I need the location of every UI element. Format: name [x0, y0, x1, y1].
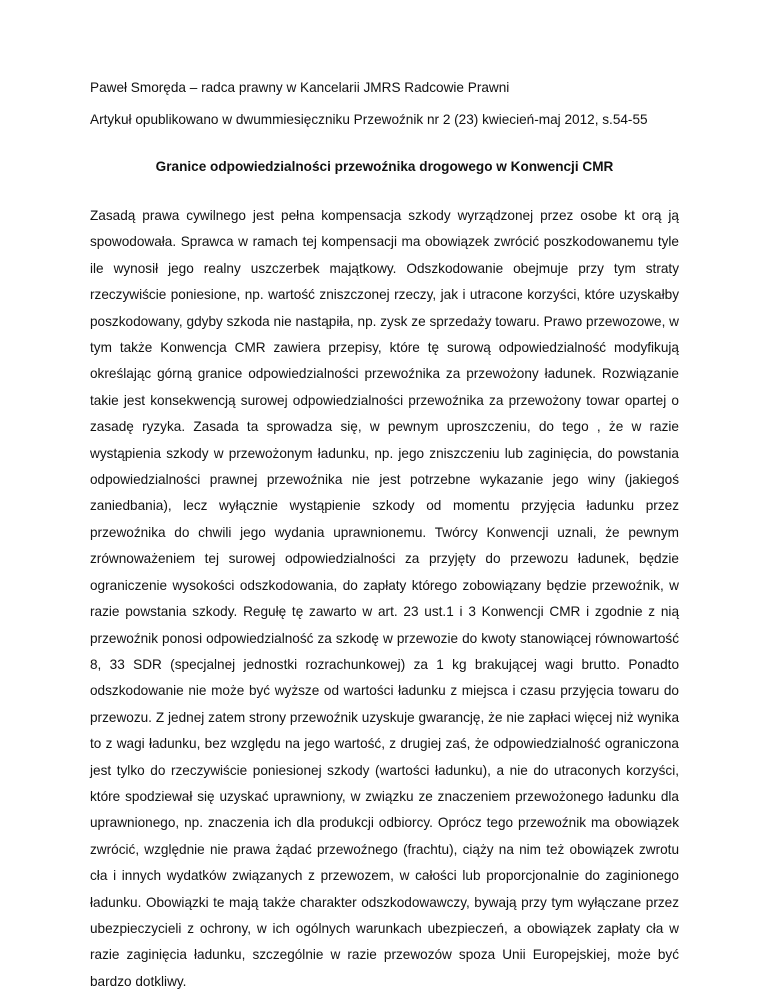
body-paragraph: Zasadą prawa cywilnego jest pełna kompensacja szkody wyrządzonej przez osobe kt orą ją spowodowała. Sprawca w ramach tej kompensacji ma obowiązek zwrócić poszkodowanemu tyle ile wynosił jego realny uszczerbek majątkowy. Odszkodowanie obejmuje przy tym straty rzeczywiście poniesione, np. wartość zniszczonej rzeczy, jak i utracone korzyści, które uzyskałby poszkodowany, gdyby szkoda nie nastąpiła, np. zysk ze sprzedaży towaru. Prawo przewozowe, w tym także Konwencja CMR zawiera przepisy, które tę surową odpowiedzialność modyfikują określając górną granice odpowiedzialności przewoźnika za przewożony ładunek. Rozwiązanie takie jest konsekwencją surowej odpowiedzialności przewoźnika za przewożony towar opartej o zasadę ryzyka. Zasada ta sprowadza się, w pewnym uproszczeniu, do tego , że w razie wystąpienia szkody w przewożonym ładunku, np. jego zniszczeniu lub zaginięcia, do powstania odpowiedzialności prawnej przewoźnika nie jest potrzebne wykazanie jego winy (jakiegoś zaniedbania), lecz wyłącznie wystąpienie szkody od momentu przyjęcia ładunku przez przewoźnika do chwili jego wydania uprawnionemu. Twórcy Konwencji uznali, że pewnym zrównoważeniem tej surowej odpowiedzialności za przyjęty do przewozu ładunek, będzie ograniczenie wysokości odszkodowania, do zapłaty którego zobowiązany będzie przewoźnik, w razie powstania szkody. Regułę tę zawarto w art. 23 ust.1 i 3 Konwencji CMR i zgodnie z nią przewoźnik ponosi odpowiedzialność za szkodę w przewozie do kwoty stanowiącej równowartość 8, 33 SDR (specjalnej jednostki rozrachunkowej) za 1 kg brakującej wagi brutto. Ponadto odszkodowanie nie może być wyższe od wartości ładunku z miejsca i czasu przyjęcia towaru do przewozu. Z jednej zatem strony przewoźnik uzyskuje gwarancję, że nie zapłaci więcej niż wynika to z wagi ładunku, bez względu na jego wartość, z drugiej zaś, że odpowiedzialność ograniczona jest tylko do rzeczywiście poniesionej szkody (wartości ładunku), a nie do utraconych korzyści, które spodziewał się uzyskać uprawniony, w związku ze znaczeniem przewożonego ładunku dla uprawnionego, np. znaczenia ich dla produkcji odbiorcy. Oprócz tego przewoźnik ma obowiązek zwrócić, względnie nie prawa żądać przewoźnego (frachtu), ciąży na nim też obowiązek zwrotu cła i innych wydatków związanych z przewozem, w całości lub proporcjonalnie do zaginionego ładunku. Obowiązki te mają także charakter odszkodowawczy, bywają przy tym wyłączane przez ubezpieczycieli z ochrony, w ich ogólnych warunkach ubezpieczeń, a obowiązek zapłaty cła w razie zaginięcia ładunku, szczególnie w razie przewozów spoza Unii Europejskiej, może być bardzo dotkliwy. — [90, 208, 679, 989]
publication-line: Artykuł opublikowano w dwummiesięczniku Przewoźnik nr 2 (23) kwiecień-maj 2012, s.54-55 — [90, 112, 648, 127]
author-line: Paweł Smoręda – radca prawny w Kancelarii JMRS Radcowie Prawni — [90, 80, 510, 95]
document-title: Granice odpowiedzialności przewoźnika drogowego w Konwencji CMR — [155, 159, 614, 174]
